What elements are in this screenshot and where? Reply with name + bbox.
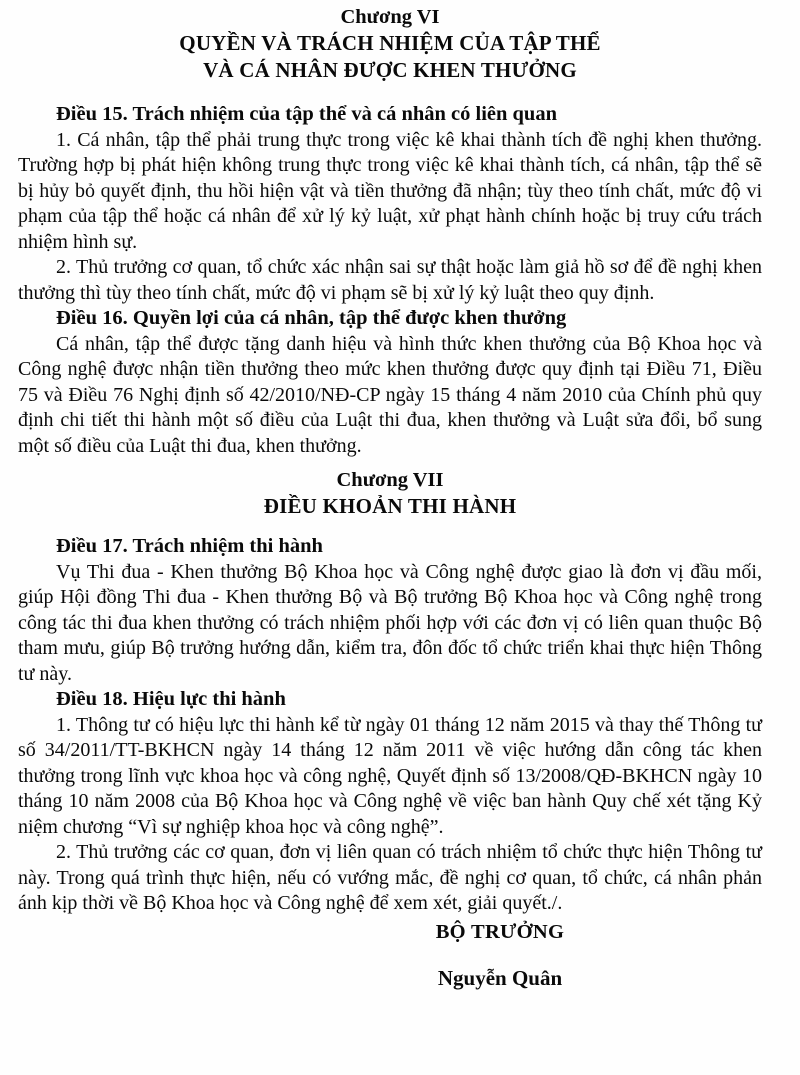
chapter-6-block (18, 4, 762, 84)
article-18-paragraph-1: 1. Thông tư có hiệu lực thi hành kể từ ngày 01 tháng 12 năm 2015 và thay thế Thông tư số 34/2011/TT-BKHCN ngày 14 tháng 12 năm 2011 về việc hướng dẫn công tác khen thưởng trong lĩnh vực khoa học và công nghệ, Quyết định số 13/2008/QĐ-BKHCN ngày 10 tháng 10 năm 2008 của Bộ Khoa học và Công nghệ về việc ban hành Quy chế xét tặng Kỷ niệm chương “Vì sự nghiệp khoa học và công nghệ”. (18, 713, 762, 838)
chapter-6-label: Chương VI (340, 6, 440, 28)
article-15-heading: Điều 15. Trách nhiệm của tập thể và cá nhân có liên quan (56, 103, 557, 125)
article-15-paragraph-1: 1. Cá nhân, tập thể phải trung thực trong việc kê khai thành tích đề nghị khen thưởng. Trường hợp bị phát hiện không trung thực trong việc kê khai thành tích, cá nhân, tập thể sẽ bị hủy bỏ quyết định, thu hồi hiện vật và tiền thưởng đã nhận; tùy theo tính chất, mức độ vi phạm của tập thể hoặc cá nhân để xử lý kỷ luật, xử phạt hành chính hoặc bị truy cứu trách nhiệm hình sự. (18, 128, 762, 253)
article-17-paragraph-1: Vụ Thi đua - Khen thưởng Bộ Khoa học và Công nghệ được giao là đơn vị đầu mối, giúp Hội đồng Thi đua - Khen thưởng Bộ và Bộ trưởng Bộ Khoa học và Công nghệ trong công tác thi đua khen thưởng có trách nhiệm phối hợp với các đơn vị có liên quan thuộc Bộ tham mưu, giúp Bộ trưởng hướng dẫn, kiểm tra, đôn đốc tổ chức triển khai thực hiện Thông tư này. (18, 560, 762, 685)
signature-block (360, 919, 640, 991)
article-16-heading: Điều 16. Quyền lợi của cá nhân, tập thể được khen thưởng (56, 307, 567, 329)
article-18-paragraph-2: 2. Thủ trưởng các cơ quan, đơn vị liên quan có trách nhiệm tổ chức thực hiện Thông tư này. Trong quá trình thực hiện, nếu có vướng mắc, đề nghị cơ quan, tổ chức, cá nhân phản ánh kịp thời về Bộ Khoa học và Công nghệ để xem xét, giải quyết./. (18, 841, 762, 914)
chapter-7-label: Chương VII (336, 469, 444, 491)
article-17-heading: Điều 17. Trách nhiệm thi hành (56, 535, 323, 557)
signature-name: Nguyễn Quân (437, 965, 563, 990)
chapter-6-title-line-2: VÀ CÁ NHÂN ĐƯỢC KHEN THƯỞNG (203, 58, 577, 82)
article-18-heading: Điều 18. Hiệu lực thi hành (56, 688, 286, 710)
chapter-7-title-line-1: ĐIỀU KHOẢN THI HÀNH (263, 494, 517, 518)
article-15-paragraph-2: 2. Thủ trưởng cơ quan, tổ chức xác nhận sai sự thật hoặc làm giả hồ sơ để đề nghị khen thưởng thì tùy theo tính chất, mức độ vi phạm sẽ bị xử lý kỷ luật theo quy định. (18, 256, 762, 304)
chapter-7-block (18, 467, 762, 520)
chapter-6-title-line-1: QUYỀN VÀ TRÁCH NHIỆM CỦA TẬP THỂ (179, 31, 601, 55)
signature-title: BỘ TRƯỞNG (435, 920, 565, 943)
article-16-paragraph-1: Cá nhân, tập thể được tặng danh hiệu và hình thức khen thưởng của Bộ Khoa học và Công nghệ được nhận tiền thưởng theo mức khen thưởng được quy định tại Điều 71, Điều 75 và Điều 76 Nghị định số 42/2010/NĐ-CP ngày 15 tháng 4 năm 2010 của Chính phủ quy định chi tiết thi hành một số điều của Luật thi đua, khen thưởng và Luật sửa đổi, bổ sung một số điều của Luật thi đua, khen thưởng. (18, 332, 762, 457)
